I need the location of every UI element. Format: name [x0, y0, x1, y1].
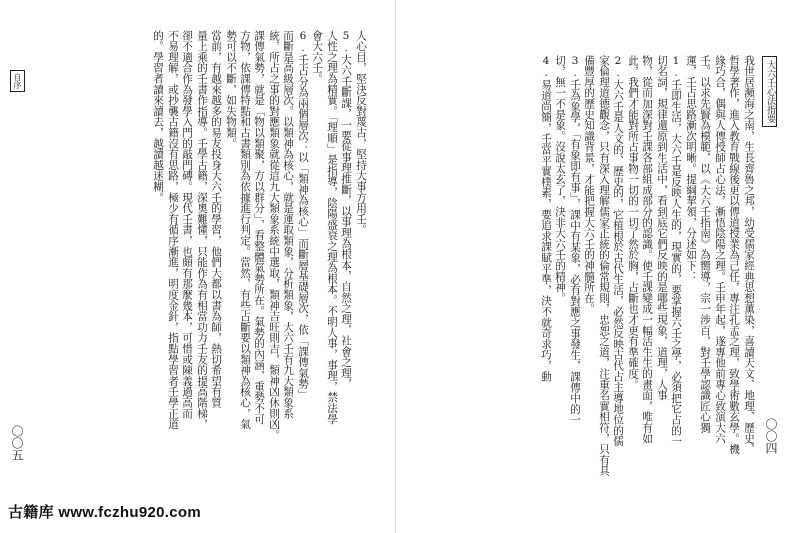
text-column: 人性之理為精實。「理順」是指導，陰陽盛衰之理為根本。不明人事，事理，禁法學	[326, 30, 338, 425]
text-column: 2.大六壬是人文的、歷史的，它植根於古代生活，必然反映古代占主導地位的儒	[612, 55, 624, 447]
text-column: 壬。以求先賢為模範，以《大六壬指南》為嚮導，宗一涉百，對壬學認識匠心獨	[699, 55, 711, 433]
text-column: 課傳氣勢，就是「物以類聚，方以群分」，看整體氣勢所在。氣勢的內涵，重勢不可	[253, 30, 265, 425]
text-column: 1.壬即生活，大六壬是反映人生的，現實的，要掌握六壬之學，必須把它占的一	[670, 55, 682, 447]
text-column: 我世居瀕海之南，生長齊魯之邦，幼受儒家經典思想薰染，喜讀天文、地理、歷史、	[743, 55, 755, 455]
text-column: 4.易道尚簡，壬當平實樸素，要追求課賦平準，決不就奇求巧，動	[540, 55, 552, 382]
text-column: 緣巧合，偶與人傳授師占心法，漸悟陰陽之理。壬申年起，遂專他前專心致演大六	[714, 55, 726, 444]
text-column: 備豐厚的歷史知識背景，才能把握大六壬的神髓所在。	[583, 55, 595, 315]
text-column: 哲學著作，進入教育戰線後更以傳道授業為己任，專注孔孟之理，致學術數玄學。機	[728, 55, 740, 455]
text-column: 3.壬為象學，「有象即有事」，課中有某象，必有對應之事發生，課傳中的一	[569, 55, 581, 426]
text-column: 運，壬占思路漸次明晰。提綱挈領，分述如下：	[685, 55, 697, 282]
running-header-section: 自序	[10, 70, 25, 92]
text-column: 方物，依課傳特點和古書類別為依據進行判定。當然，有些占斷要以類神為核心，氣	[239, 30, 251, 430]
text-column: 此，我們才能對所占事物一切的一切了然於胸，占斷也才更有準確度。	[627, 55, 639, 390]
site-watermark: 古籍库 www.fczhu920.com	[8, 504, 201, 521]
text-column: 切名詞，規律還原到生活中，看到底它們反映的是哪些現象，道理，人事	[656, 55, 668, 401]
text-column: 不易理解，或抄襲古籍沒有思路，極少有循序漸進，明度金針，指點學習者壬學正道	[167, 30, 179, 430]
text-column: 勢可以不斷，如失物類。	[225, 30, 237, 149]
running-header-book-title: 大六壬心法指要	[762, 56, 777, 127]
text-column: 6.壬占分為兩個層次：以「類神為核心」而斷層基礎層次，依「課傳氣勢」	[297, 30, 309, 400]
text-column: 物，從而加深對壬課各部組成部分的認識。使壬課變成一幅活生生的畫面，唯有如	[641, 55, 653, 444]
text-column: 切，無一不是象。沒說太玄了，決非大六壬的精神。	[554, 55, 566, 304]
text-column: 卻不適合作為發學入門的敲門磚。現代壬書，也頗有那麼幾本，可惜或陳義過高而	[181, 30, 193, 419]
page-number: 〇〇四	[764, 418, 778, 454]
text-column: 人心目，堅決反對蔑古，堅持大事方用壬。	[355, 30, 367, 236]
text-column: 統，所占之事的對應類象就從這九大類象系統中選取，類神吉旺則吉，類神凶休則凶。	[268, 30, 280, 441]
text-column: 量上乘的壬書作指導。壬學古籍，深奧難懂，只能作為有相當功力壬友的提高階梯，	[196, 30, 208, 430]
text-column: 而斷是高級層次。以類神為核心，就是運取類象，分析類象，大六壬有九大類象系	[282, 30, 294, 419]
right-page	[396, 0, 793, 533]
text-column: 的。學習者讀來讀去，越讀越迷糊。	[152, 30, 164, 203]
page-number: 〇〇五	[10, 425, 24, 461]
text-column: 當前，有越來越多的易友投身大六壬的學習，他們大都以書為師，熱切希望有質	[210, 30, 222, 408]
text-column: 會大六壬。	[311, 30, 323, 84]
text-column: 家倫理道德觀念，只有深入理解儒家正統的倫常規則，忠恕之道，注重名實相符，只有具	[598, 55, 610, 477]
left-page	[0, 0, 396, 533]
text-column: 5.大六壬斷課，一要從事理推斷，以事理為根本，自然之理，社會之理，	[340, 30, 352, 390]
